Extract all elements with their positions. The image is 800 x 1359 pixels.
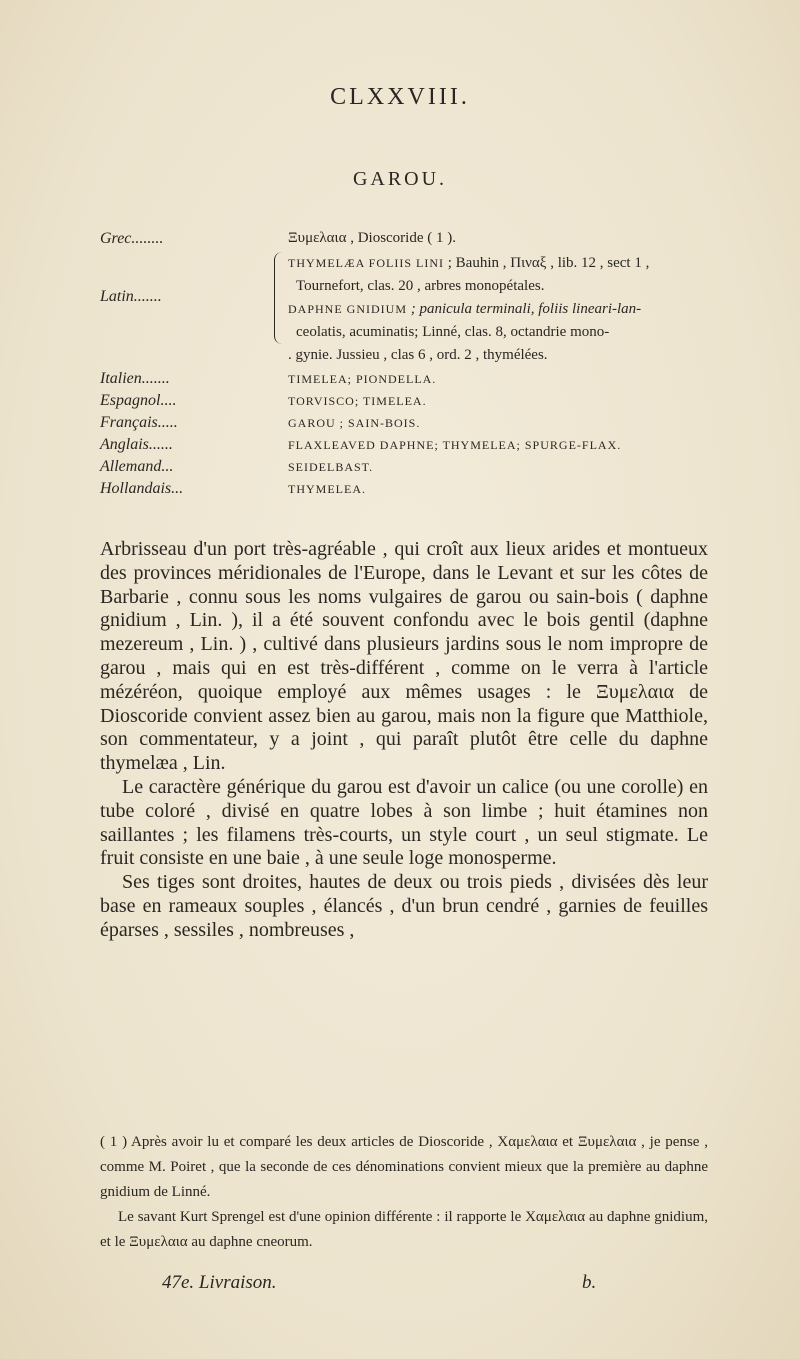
livraison-mark: 47e. Livraison. (162, 1272, 277, 1293)
latin-line-3: ; panicula terminali, foliis lineari-lan- (410, 301, 642, 317)
chapter-numeral: CLXXVIII. (330, 84, 470, 110)
francais-value: GAROU ; SAIN-BOIS. (288, 416, 421, 430)
latin-line-2: Tournefort, clas. 20 , arbres monopétales. (296, 278, 545, 294)
latin-value-block (288, 252, 728, 367)
anglais-label: Anglais...... (100, 436, 173, 453)
footnote-2: Le savant Kurt Sprengel est d'une opinion différente : il rapporte le Χαμελαια au daphne gnidium, et le Ξυμελαια au daphne cneorum. (100, 1209, 708, 1250)
paragraph-2: Le caractère générique du garou est d'avoir un calice (ou une corolle) en tube coloré , divisé en quatre lobes à son limbe ; huit étamines non saillantes ; les filamens très-courts, un style court , un seul stigmate. Le fruit consiste en une baie , à une seule loge monosperme. (100, 775, 708, 870)
footnote-1: ( 1 ) Après avoir lu et comparé les deux articles de Dioscoride , Χαμελαια et Ξυμελαια , je pense , comme M. Poiret , que la seconde de ces dénominations convient mieux que la première au daphne gnidium de Linné. (100, 1134, 708, 1200)
espagnol-value: TORVISCO; TIMELEA. (288, 394, 427, 408)
main-description (100, 538, 708, 943)
page-title: GAROU. (352, 168, 448, 190)
latin-name-1: THYMELÆA FOLIIS LINI (288, 256, 444, 270)
latin-line-4: ceolatis, acuminatis; Linné, clas. 8, octandrie mono- (296, 324, 610, 340)
hollandais-value: THYMELEA. (288, 482, 366, 496)
allemand-value: SEIDELBAST. (288, 460, 374, 474)
latin-line-5: . gynie. Jussieu , clas 6 , ord. 2 , thymélées. (288, 347, 548, 363)
grec-value: Ξυμελαια , Dioscoride ( 1 ). (288, 230, 456, 246)
footnote (100, 1130, 708, 1255)
francais-label: Français..... (100, 414, 178, 431)
grec-label: Grec........ (100, 230, 164, 247)
paragraph-3: Ses tiges sont droites, hautes de deux ou trois pieds , divisées dès leur base en rameaux souples , élancés , d'un brun cendré , garnies de feuilles éparses , sessiles , nombreuses , (100, 871, 708, 941)
hollandais-label: Hollandais... (100, 480, 184, 497)
signature-letter: b. (582, 1272, 597, 1293)
italien-value: TIMELEA; PIONDELLA. (288, 372, 437, 386)
latin-line-1: ; Bauhin , Πιναξ , lib. 12 , sect 1 , (447, 255, 650, 271)
paragraph-1: Arbrisseau d'un port très-agréable , qui croît aux lieux arides et montueux des provinces méridionales de l'Europe, dans le Levant et sur les côtes de Barbarie , connu sous les noms vulgaires de garou ou sain-bois ( daphne gnidium , Lin. ), il a été souvent confondu avec le bois gentil (daphne mezereum , Lin. ) , cultivé dans plusieurs jardins sous le nom impropre de garou , mais qui en est très-différent , comme on le verra à l'article mézéréon, quoique employé aux mêmes usages : le Ξυμελαια de Dioscoride convient assez bien au garou, mais non la figure que Matthiole, son commentateur, y a joint , qui paraît plutôt être celle du daphne thymelæa , Lin. (100, 538, 708, 775)
latin-brace (274, 252, 285, 344)
italien-label: Italien....... (100, 370, 170, 387)
espagnol-label: Espagnol.... (100, 392, 177, 409)
allemand-label: Allemand... (100, 458, 174, 475)
anglais-value: FLAXLEAVED DAPHNE; THYMELEA; SPURGE-FLAX. (288, 438, 622, 452)
latin-label: Latin....... (100, 288, 162, 305)
latin-name-2: DAPHNE GNIDIUM (288, 302, 407, 316)
